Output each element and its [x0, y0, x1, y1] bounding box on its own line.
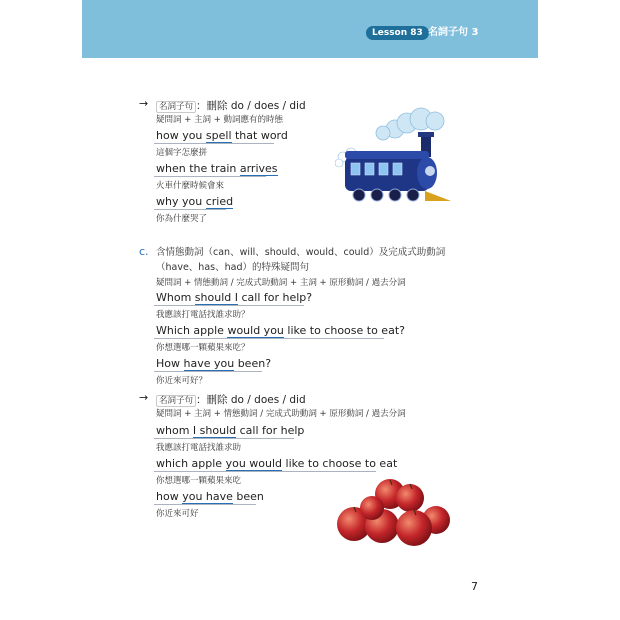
translation: 我應該打電話找誰求助 — [156, 443, 242, 453]
text: been? — [234, 357, 272, 370]
divider — [154, 209, 226, 210]
text: How — [156, 357, 184, 370]
text: call for help? — [237, 291, 313, 304]
rule-text: ：刪除 do / does / did — [196, 394, 306, 406]
formula: 疑問詞 + 主詞 + 動詞應有的時態 — [156, 115, 284, 125]
formula: 疑問詞 + 主詞 + 情態動詞 / 完成式助動詞 + 原形動詞 / 過去分詞 — [156, 409, 406, 419]
arrow-icon: → — [139, 391, 149, 404]
lesson-badge: Lesson 83 — [366, 26, 429, 40]
text: Which apple — [156, 324, 228, 337]
rule-line — [156, 97, 306, 114]
divider — [154, 438, 294, 439]
translation: 我應該打電話找誰求助？ — [156, 310, 250, 320]
divider — [154, 143, 274, 144]
example-sentence — [156, 324, 405, 338]
divider — [154, 176, 266, 177]
page-number: 7 — [471, 580, 478, 593]
translation: 你想選哪一顆蘋果來吃？ — [156, 343, 250, 353]
text: that word — [231, 129, 288, 142]
example-sentence — [156, 291, 312, 305]
divider — [154, 338, 384, 339]
arrow-icon: → — [139, 97, 149, 110]
example-sentence — [156, 195, 233, 209]
translation: 你想選哪一顆蘋果來吃 — [156, 476, 242, 486]
section-heading: （have、has、had）的特殊疑問句 — [156, 262, 309, 273]
text: call for help — [236, 424, 305, 437]
text: been — [232, 490, 264, 503]
underlined-text: you have — [182, 490, 233, 503]
section-heading: 含情態動詞（can、will、should、would、could）及完成式助動詞 — [156, 247, 446, 258]
section-label: c. — [139, 245, 149, 258]
divider — [154, 471, 376, 472]
noun-clause-tag: 名詞子句 — [156, 395, 196, 407]
divider — [154, 504, 256, 505]
rule-line — [156, 391, 306, 408]
noun-clause-tag: 名詞子句 — [156, 101, 196, 113]
underlined-text: arrives — [239, 162, 278, 175]
text: how — [156, 490, 183, 503]
translation: 這個字怎麼拼 — [156, 148, 208, 158]
divider — [154, 305, 304, 306]
underlined-text: would you — [227, 324, 284, 337]
translation: 你為什麼哭了 — [156, 214, 208, 224]
text: when the train — [156, 162, 240, 175]
example-sentence — [156, 357, 271, 371]
underlined-text: should I — [194, 291, 238, 304]
apples-illustration — [332, 474, 462, 560]
text: how you — [156, 129, 206, 142]
example-sentence — [156, 129, 288, 143]
translation: 你近來可好？ — [156, 376, 208, 386]
translation: 你近來可好 — [156, 509, 199, 519]
divider — [154, 371, 262, 372]
example-sentence — [156, 424, 304, 438]
underlined-text: I should — [192, 424, 237, 437]
example-sentence — [156, 457, 397, 471]
underlined-text: have you — [183, 357, 235, 370]
lesson-title: 名詞子句 3 — [428, 27, 479, 38]
text: which apple — [156, 457, 226, 470]
formula: 疑問詞 + 情態動詞 / 完成式助動詞 + 主詞 + 原形動詞 / 過去分詞 — [156, 278, 406, 288]
text: whom — [156, 424, 193, 437]
translation: 火車什麼時候會來 — [156, 181, 225, 191]
text: Whom — [156, 291, 195, 304]
train-illustration — [335, 105, 455, 215]
example-sentence — [156, 162, 278, 176]
text: like to choose to eat — [282, 457, 398, 470]
underlined-text: you would — [225, 457, 283, 470]
rule-text: ：刪除 do / does / did — [196, 100, 306, 112]
text: why you — [156, 195, 206, 208]
text: like to choose to eat? — [283, 324, 405, 337]
underlined-text: cried — [205, 195, 234, 208]
book-page — [82, 0, 538, 620]
underlined-text: spell — [205, 129, 232, 142]
example-sentence — [156, 490, 264, 504]
